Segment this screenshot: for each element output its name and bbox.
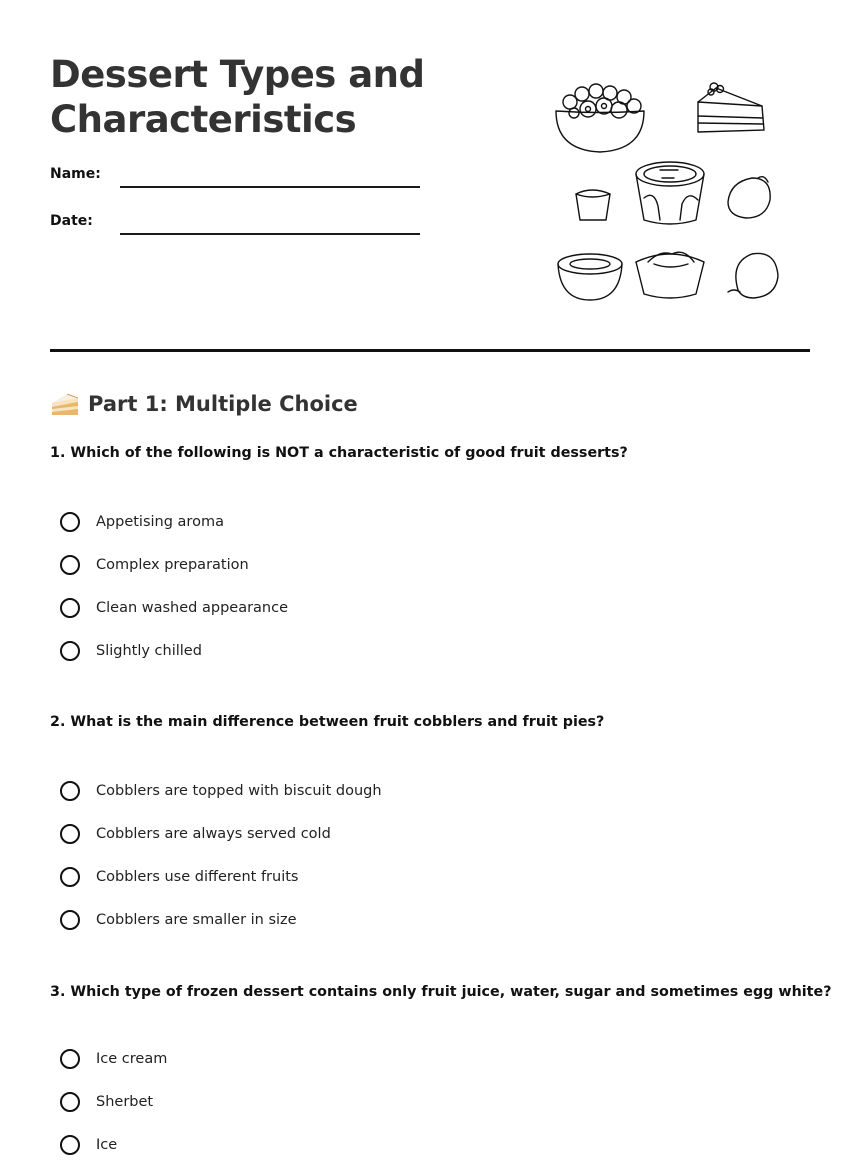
- name-field[interactable]: [120, 186, 420, 188]
- question-1-option-2[interactable]: [60, 555, 249, 575]
- option-label: Appetising aroma: [96, 514, 224, 530]
- option-label: Ice cream: [96, 1051, 168, 1067]
- question-2-option-1[interactable]: [60, 781, 382, 801]
- radio-button[interactable]: [60, 598, 80, 618]
- radio-button[interactable]: [60, 1135, 80, 1155]
- option-label: Clean washed appearance: [96, 600, 289, 616]
- question-2: 2. What is the main difference between fruit cobblers and fruit pies?: [50, 714, 605, 730]
- question-1-option-1[interactable]: [60, 512, 224, 532]
- parfait-cup-icon: [636, 162, 704, 224]
- question-3-option-1[interactable]: [60, 1049, 167, 1069]
- fruit-bowl-icon: [556, 84, 644, 152]
- part1-heading: [50, 389, 358, 419]
- cream-bowl-icon: [636, 252, 704, 298]
- radio-button[interactable]: [60, 555, 80, 575]
- question-1-option-3[interactable]: [60, 598, 288, 618]
- radio-button[interactable]: [60, 1049, 80, 1069]
- cake-slice-icon: [50, 389, 80, 419]
- radio-button[interactable]: [60, 867, 80, 887]
- question-2-option-4[interactable]: [60, 910, 297, 930]
- question-2-option-2[interactable]: [60, 824, 331, 844]
- option-label: Slightly chilled: [96, 643, 202, 659]
- date-label: Date:: [50, 213, 93, 229]
- orange-icon: [728, 177, 770, 218]
- option-label: Cobblers are topped with biscuit dough: [96, 783, 382, 799]
- part1-heading-label: Part 1: Multiple Choice: [88, 392, 358, 416]
- date-field[interactable]: [120, 233, 420, 235]
- radio-button[interactable]: [60, 781, 80, 801]
- name-label: Name:: [50, 166, 101, 182]
- dessert-illustration: [548, 78, 788, 308]
- question-3-option-3[interactable]: [60, 1135, 117, 1155]
- radio-button[interactable]: [60, 824, 80, 844]
- question-1: 1. Which of the following is NOT a characteristic of good fruit desserts?: [50, 445, 628, 461]
- question-1-option-4[interactable]: [60, 641, 202, 661]
- option-label: Cobblers use different fruits: [96, 869, 299, 885]
- radio-button[interactable]: [60, 910, 80, 930]
- radio-button[interactable]: [60, 641, 80, 661]
- option-label: Complex preparation: [96, 557, 249, 573]
- question-3-option-2[interactable]: [60, 1092, 153, 1112]
- radio-button[interactable]: [60, 512, 80, 532]
- radio-button[interactable]: [60, 1092, 80, 1112]
- option-label: Ice: [96, 1137, 118, 1153]
- question-2-option-3[interactable]: [60, 867, 298, 887]
- section-divider: [50, 349, 810, 352]
- question-3: 3. Which type of frozen dessert contains only fruit juice, water, sugar and sometimes egg white?: [50, 984, 832, 1000]
- option-label: Sherbet: [96, 1094, 154, 1110]
- worksheet-title: Dessert Types and Characteristics: [50, 53, 425, 141]
- option-label: Cobblers are smaller in size: [96, 912, 297, 928]
- bowl-icon: [558, 254, 622, 300]
- glass-icon: [576, 190, 610, 220]
- cake-slice-sketch-icon: [698, 83, 764, 132]
- option-label: Cobblers are always served cold: [96, 826, 331, 842]
- ice-cream-scoop-icon: [728, 253, 778, 298]
